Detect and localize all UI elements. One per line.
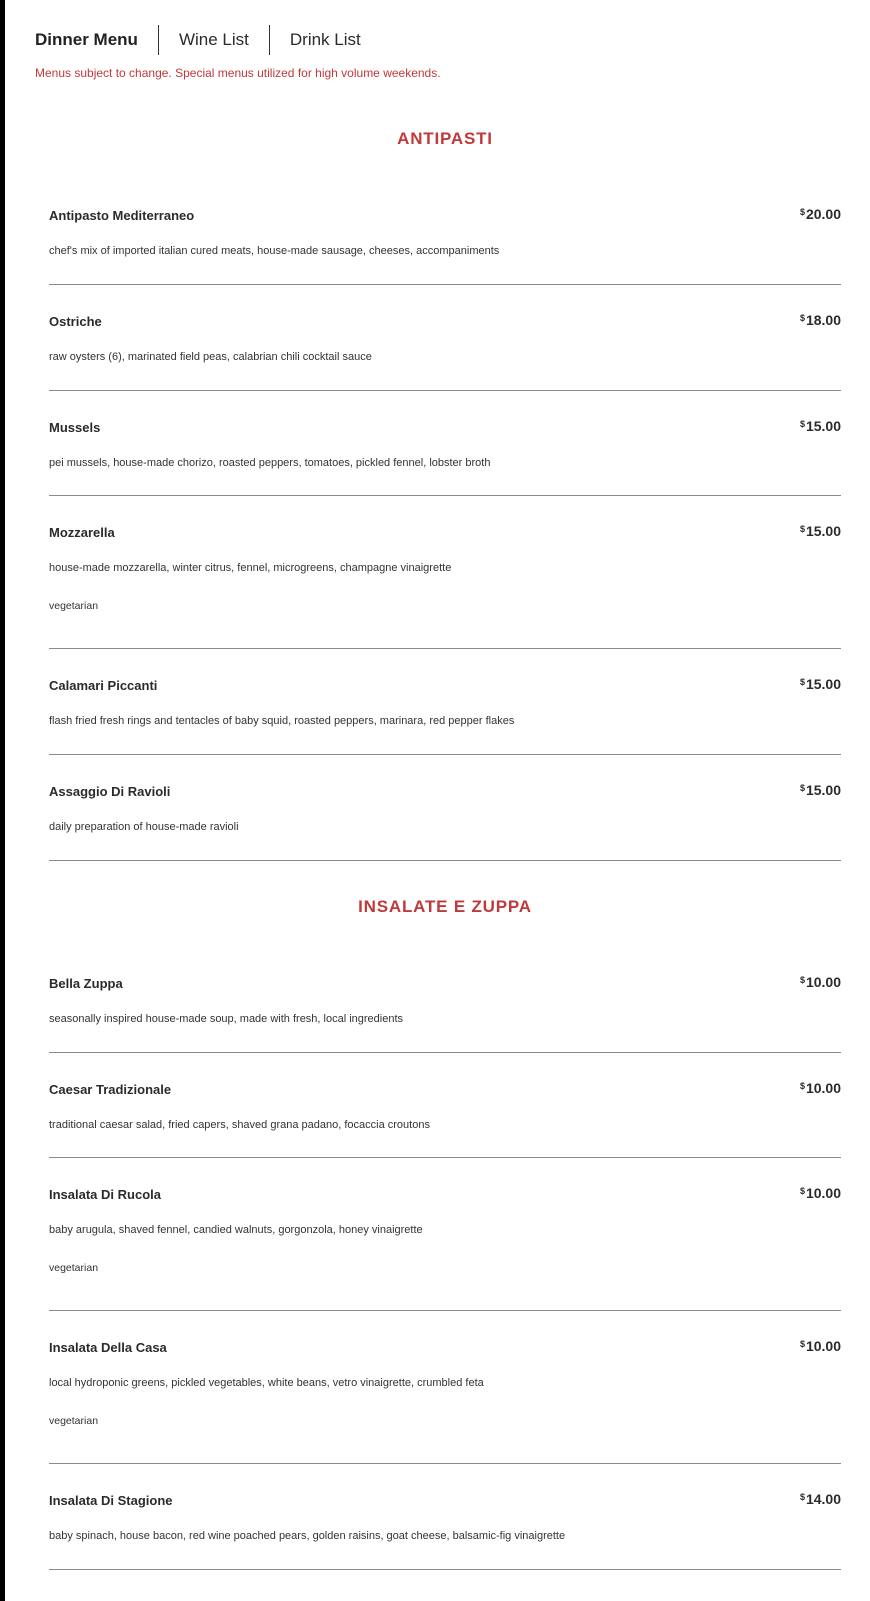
menu-tabs <box>35 25 361 55</box>
menu-item-price: $10.00 <box>799 1185 841 1201</box>
menu-item-description: baby spinach, house bacon, red wine poached pears, golden raisins, goat cheese, balsamic-fig vinaigrette <box>49 1530 566 1542</box>
menu-notice: Menus subject to change. Special menus utilized for high volume weekends. <box>35 66 441 80</box>
section-title-antipasti: ANTIPASTI <box>397 129 493 148</box>
menu-item-name: Assaggio Di Ravioli <box>49 784 171 799</box>
left-edge-bar <box>0 0 5 1601</box>
currency-symbol: $ <box>799 1339 805 1349</box>
menu-item <box>49 976 841 1053</box>
menu-item-description: house-made mozzarella, winter citrus, fennel, microgreens, champagne vinaigrette <box>49 562 452 574</box>
menu-item-price: $15.00 <box>799 676 841 692</box>
currency-symbol: $ <box>799 1186 805 1196</box>
currency-symbol: $ <box>799 975 805 985</box>
currency-symbol: $ <box>799 207 805 217</box>
menu-item <box>49 784 841 861</box>
menu-item <box>49 1082 841 1158</box>
menu-item-name: Insalata Di Stagione <box>49 1493 173 1508</box>
menu-item-description: flash fried fresh rings and tentacles of baby squid, roasted peppers, marinara, red pepper flakes <box>49 715 515 727</box>
menu-item-description: pei mussels, house-made chorizo, roasted peppers, tomatoes, pickled fennel, lobster broth <box>49 457 491 469</box>
menu-item-price: $15.00 <box>799 523 841 539</box>
menu-item-price: $10.00 <box>799 1338 841 1354</box>
currency-symbol: $ <box>799 524 805 534</box>
menu-item-name: Insalata Di Rucola <box>49 1187 161 1202</box>
tab-dinner-menu[interactable]: Dinner Menu <box>35 30 138 49</box>
section-title-insalate-e-zuppa: INSALATE E ZUPPA <box>358 897 532 916</box>
menu-item-price: $18.00 <box>799 312 841 328</box>
menu-item-description: seasonally inspired house-made soup, made with fresh, local ingredients <box>49 1013 404 1025</box>
menu-item <box>49 420 841 496</box>
menu-item-name: Caesar Tradizionale <box>49 1082 172 1097</box>
menu-item <box>49 1340 841 1464</box>
tab-divider <box>269 25 270 55</box>
currency-symbol: $ <box>799 1081 805 1091</box>
menu-item-name: Calamari Piccanti <box>49 678 158 693</box>
vegetarian-tag: vegetarian <box>49 1415 99 1427</box>
menu-item-name: Antipasto Mediterraneo <box>49 208 195 223</box>
menu-item <box>49 314 841 391</box>
currency-symbol: $ <box>799 677 805 687</box>
menu-item <box>49 678 841 755</box>
menu-item-description: raw oysters (6), marinated field peas, calabrian chili cocktail sauce <box>49 351 372 363</box>
menu-item-name: Bella Zuppa <box>49 976 123 991</box>
menu-item-price: $15.00 <box>799 418 841 434</box>
tab-drink-list[interactable]: Drink List <box>289 30 361 49</box>
vegetarian-tag: vegetarian <box>49 1262 99 1274</box>
menu-item-price: $20.00 <box>799 206 841 222</box>
menu-item-price: $10.00 <box>799 1080 841 1096</box>
menu-item <box>49 1493 841 1570</box>
currency-symbol: $ <box>799 1492 805 1502</box>
menu-item <box>49 1187 841 1311</box>
tab-wine-list[interactable]: Wine List <box>178 30 249 49</box>
menu-item-description: traditional caesar salad, fried capers, shaved grana padano, focaccia croutons <box>49 1119 430 1131</box>
menu-item <box>49 208 841 285</box>
menu-item-price: $10.00 <box>799 974 841 990</box>
currency-symbol: $ <box>799 313 805 323</box>
tab-divider <box>158 25 159 55</box>
menu-item-description: local hydroponic greens, pickled vegetables, white beans, vetro vinaigrette, crumbled feta <box>49 1377 484 1389</box>
menu-item-description: chef's mix of imported italian cured meats, house-made sausage, cheeses, accompaniments <box>49 245 500 257</box>
currency-symbol: $ <box>799 419 805 429</box>
menu-item-name: Insalata Della Casa <box>49 1340 167 1355</box>
menu-item-description: daily preparation of house-made ravioli <box>49 821 239 833</box>
menu-item-price: $15.00 <box>799 782 841 798</box>
menu-item <box>49 525 841 649</box>
menu-item-name: Mozzarella <box>49 525 115 540</box>
menu-item-name: Ostriche <box>49 314 102 329</box>
currency-symbol: $ <box>799 783 805 793</box>
menu-item-name: Mussels <box>49 420 101 435</box>
menu-item-description: baby arugula, shaved fennel, candied walnuts, gorgonzola, honey vinaigrette <box>49 1224 423 1236</box>
vegetarian-tag: vegetarian <box>49 600 99 612</box>
menu-item-price: $14.00 <box>799 1491 841 1507</box>
